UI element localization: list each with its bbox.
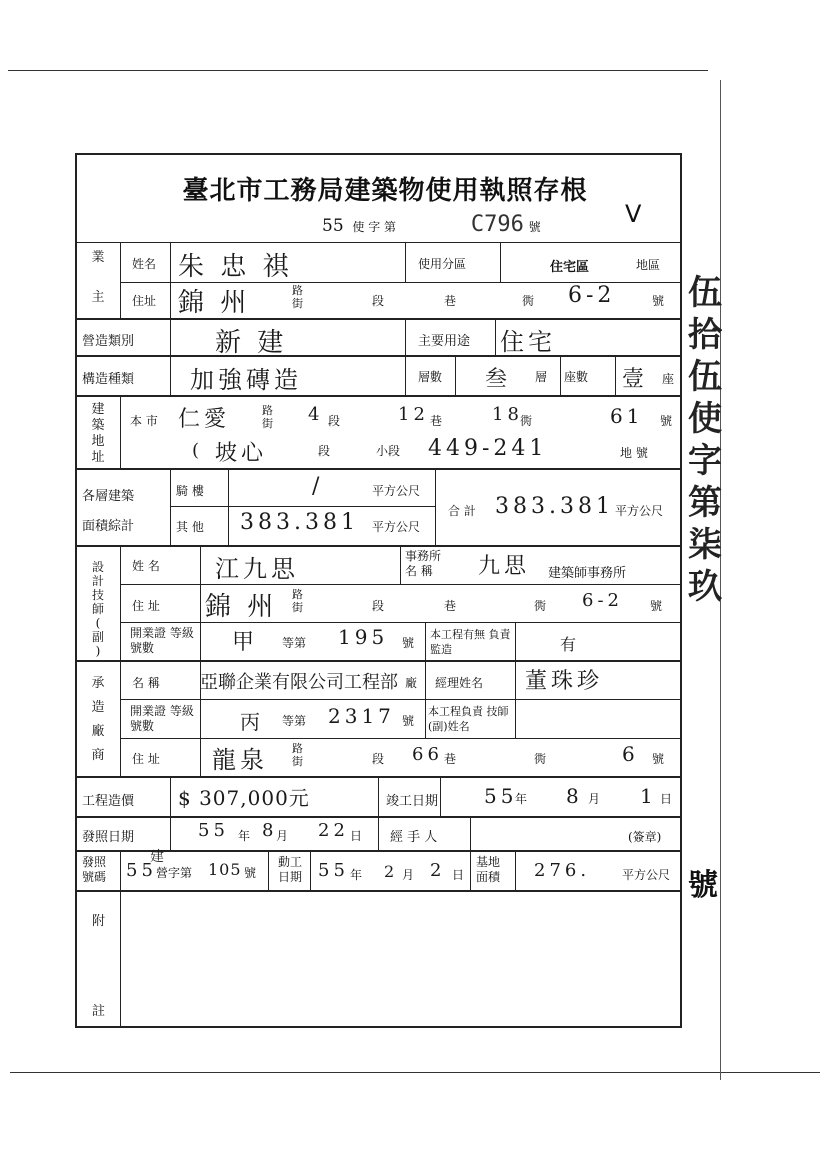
- permit-extra: 建: [150, 849, 168, 865]
- site-road-value: 仁愛: [178, 407, 231, 432]
- owner-name-value: 朱 忠 祺: [178, 252, 293, 282]
- floors-value: 叁: [485, 367, 512, 392]
- issue-year: 55: [198, 820, 229, 841]
- designer-cert-grade: 甲: [232, 630, 259, 655]
- structure-label: 構造種類: [82, 372, 135, 387]
- license-line: 55 使 字 第 C796 號: [322, 212, 541, 237]
- main-use-label: 主要用途: [418, 334, 471, 349]
- designer-address-value: 錦 州: [205, 592, 278, 622]
- site-section-label: 建 築 地 址: [91, 402, 105, 465]
- form-title: 臺北市工務局建築物使用執照存根: [182, 176, 588, 206]
- site-alley-value: 18: [492, 404, 523, 425]
- scan-edge-bottom: [10, 1072, 820, 1073]
- issue-day: 22: [318, 820, 349, 841]
- category-value: 新 建: [215, 328, 288, 358]
- owner-road-label: 路 街: [292, 284, 303, 310]
- scan-edge-top: [8, 70, 708, 71]
- designer-section-label: 設 計 技 師 ( 副 ): [91, 560, 104, 658]
- usage-zone-suffix: 地區: [636, 258, 661, 272]
- issue-month: 8: [262, 820, 278, 841]
- contractor-cert-grade: 丙: [240, 710, 264, 734]
- structure-value: 加強磚造: [190, 366, 302, 394]
- owner-name-label: 姓名: [132, 257, 157, 271]
- margin-text-bottom: 號: [688, 868, 718, 903]
- start-day: 2: [430, 860, 446, 881]
- contractor-section-label: 承 造 廠 商: [91, 676, 105, 763]
- owner-address-label: 住址: [132, 294, 157, 308]
- license-number: C796: [470, 212, 524, 237]
- site-section-value: 4: [308, 404, 324, 425]
- contractor-address-value: 龍泉: [212, 746, 268, 774]
- start-year: 55: [318, 860, 349, 881]
- supervise-value: 有: [560, 635, 581, 654]
- contractor-number-value: 6: [622, 742, 639, 766]
- site-number-value: 61: [610, 404, 644, 428]
- check-mark: V: [625, 200, 642, 228]
- owner-section-label: 業 主: [91, 250, 105, 305]
- permit-number: 105: [208, 860, 242, 879]
- total-area-value: 383.381: [495, 494, 614, 519]
- cost-value: $ 307,000元: [178, 786, 310, 810]
- notes-label-top: 附: [92, 914, 106, 929]
- contractor-lane-value: 66: [412, 744, 443, 765]
- designer-cert-number: 195: [338, 625, 389, 649]
- lot-value: 449-241: [428, 436, 548, 461]
- usage-zone-value: 住宅區: [550, 260, 590, 275]
- owner-address-value: 錦 州: [178, 288, 251, 318]
- usage-zone-label: 使用分區: [418, 257, 467, 271]
- permit-year: 55: [126, 860, 157, 881]
- contractor-name-value: 亞聯企業有限公司工程部: [200, 672, 398, 693]
- completion-day: 1: [640, 784, 657, 808]
- start-month: 2: [384, 862, 399, 881]
- designer-name-value: 江九思: [215, 555, 299, 583]
- completion-year: 55: [484, 784, 518, 808]
- margin-text: 伍 拾 伍 使 字 第 柒 玖: [688, 273, 722, 607]
- contractor-cert-number: 2317: [328, 704, 395, 728]
- buildings-value: 壹: [622, 367, 649, 392]
- notes-label-bottom: 註: [92, 1004, 106, 1019]
- manager-name-value: 董珠珍: [525, 669, 604, 694]
- completion-month: 8: [566, 784, 583, 808]
- seal-label: (簽章): [628, 830, 662, 844]
- base-area-value: 276.: [534, 860, 591, 881]
- land-section-value: 坡心: [215, 441, 268, 466]
- arcade-value: /: [312, 474, 324, 499]
- site-lane-value: 12: [398, 404, 429, 425]
- designer-number-value: 6-2: [582, 590, 623, 611]
- owner-number-value: 6-2: [568, 283, 616, 308]
- other-area-value: 383.381: [240, 510, 359, 535]
- category-label: 營造類別: [82, 334, 135, 349]
- designer-office-value: 九思: [478, 554, 531, 579]
- main-use-value: 住宅: [500, 328, 556, 356]
